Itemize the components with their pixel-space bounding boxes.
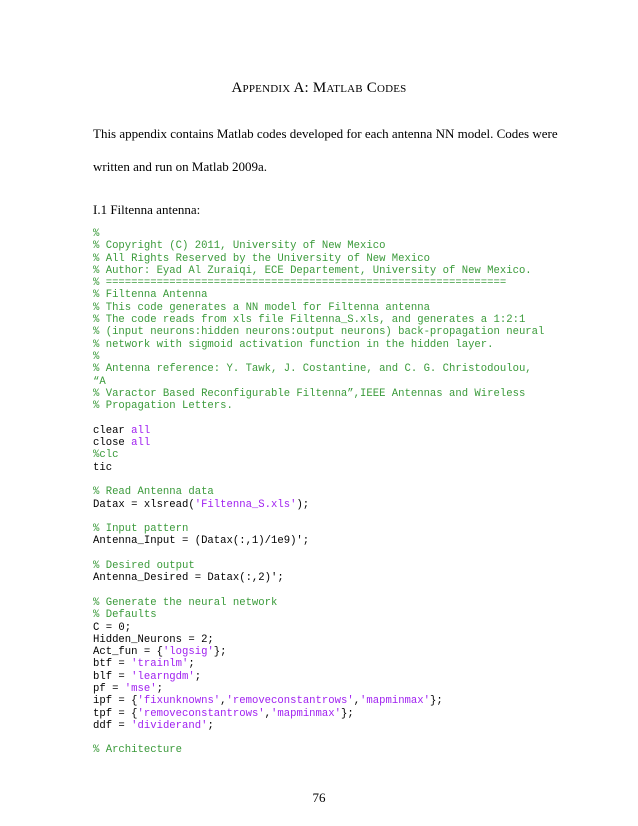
code-line (93, 376, 553, 388)
code-text: , (220, 695, 227, 708)
code-line (93, 695, 553, 707)
code-text: ; (156, 682, 163, 695)
code-text: ; (194, 670, 202, 683)
code-listing (93, 228, 553, 757)
code-string: 'learngdm' (131, 670, 195, 683)
code-comment: % All Rights Reserved by the University of New Mexico (93, 252, 430, 265)
code-line (93, 560, 553, 572)
code-line (93, 265, 553, 277)
code-string: 'mapminmax' (360, 695, 430, 708)
code-line (93, 253, 553, 265)
code-text: Act_fun = { (93, 646, 163, 659)
code-line (93, 548, 553, 560)
code-comment: % Input pattern (93, 523, 189, 536)
page-title: Appendix A: Matlab Codes (231, 80, 407, 96)
code-string: 'fixunknowns' (137, 695, 221, 708)
intro-paragraph-line-1: This appendix contains Matlab codes developed for each antenna NN model. Codes were (93, 126, 558, 141)
code-line (93, 486, 553, 498)
code-line (93, 609, 553, 621)
code-line (93, 683, 553, 695)
code-string: 'removeconstantrows' (226, 695, 354, 708)
code-string: 'mse' (124, 682, 157, 695)
code-text: Antenna_Input = (Datax(:,1)/1e9)'; (93, 535, 310, 548)
code-comment: % Author: Eyad Al Zuraiqi, ECE Departement, University of New Mexico. (93, 264, 532, 277)
code-text: }; (213, 646, 227, 659)
code-string: 'Filtenna_S.xls' (194, 498, 297, 511)
code-line (93, 449, 553, 461)
code-comment: % Filtenna Antenna (93, 289, 208, 302)
code-text: pf = (93, 682, 125, 695)
code-line (93, 363, 553, 375)
code-line (93, 240, 553, 252)
code-line (93, 597, 553, 609)
code-comment: % Antenna reference: Y. Tawk, J. Costantine, and C. G. Christodoulou, (93, 363, 532, 376)
code-line (93, 523, 553, 535)
code-comment: % Architecture (93, 744, 183, 757)
code-comment: % The code reads from xls file Filtenna_S.xls, and generates a 1:2:1 (93, 314, 526, 327)
code-comment: % Read Antenna data (93, 486, 214, 499)
code-text: ; (188, 658, 195, 671)
code-string: 'mapminmax' (271, 707, 341, 720)
code-line (93, 462, 553, 474)
code-line (93, 412, 553, 424)
code-text: ddf = (93, 719, 132, 732)
code-line (93, 314, 553, 326)
code-text: , (353, 695, 361, 708)
code-comment: % Defaults (93, 609, 157, 622)
code-line (93, 425, 553, 437)
code-comment: % Propagation Letters. (93, 400, 233, 413)
code-line (93, 400, 553, 412)
code-line (93, 646, 553, 658)
code-text: }; (429, 695, 443, 708)
code-string: 'logsig' (162, 646, 214, 659)
code-text: ; (207, 719, 214, 732)
code-line (93, 572, 553, 584)
intro-paragraph-line-2: written and run on Matlab 2009a. (93, 159, 268, 174)
code-comment: “A (93, 375, 106, 388)
code-string: 'dividerand' (131, 719, 208, 732)
code-line (93, 437, 553, 449)
code-comment: % =============================================================== (93, 277, 507, 290)
code-text: ipf = { (93, 695, 138, 708)
code-text: ); (296, 498, 310, 511)
code-text: , (264, 707, 272, 720)
code-line (93, 732, 553, 744)
code-line (93, 339, 553, 351)
code-string: all (131, 437, 151, 450)
code-text: tic (93, 461, 113, 474)
code-comment: % Copyright (C) 2011, University of New Mexico (93, 240, 386, 253)
code-line (93, 634, 553, 646)
code-line (93, 708, 553, 720)
code-line (93, 585, 553, 597)
code-comment: % (93, 350, 100, 363)
code-text: blf = (93, 670, 132, 683)
code-comment: % (input neurons:hidden neurons:output neurons) back-propagation neural (93, 326, 545, 339)
code-line (93, 326, 553, 338)
code-line (93, 302, 553, 314)
code-comment: % Generate the neural network (93, 596, 278, 609)
code-text: Hidden_Neurons = 2; (93, 633, 214, 646)
code-comment: % (93, 228, 100, 240)
code-line (93, 277, 553, 289)
code-text: Datax = xlsread( (93, 498, 195, 511)
code-text: close (93, 437, 132, 450)
code-line (93, 228, 553, 240)
code-line (93, 289, 553, 301)
code-line (93, 511, 553, 523)
code-string: 'trainlm' (131, 658, 189, 671)
code-text: tpf = { (93, 707, 138, 720)
code-string: all (131, 424, 151, 437)
code-text: C = 0; (93, 621, 132, 634)
code-line (93, 499, 553, 511)
code-line (93, 535, 553, 547)
page-number: 76 (312, 790, 326, 805)
code-line (93, 474, 553, 486)
code-line (93, 720, 553, 732)
code-text: Antenna_Desired = Datax(:,2)'; (93, 572, 284, 585)
code-line (93, 671, 553, 683)
code-comment: % network with sigmoid activation function in the hidden layer. (93, 338, 494, 351)
code-line (93, 622, 553, 634)
code-line (93, 744, 553, 756)
section-heading: I.1 Filtenna antenna: (93, 202, 201, 217)
code-line (93, 658, 553, 670)
code-line (93, 351, 553, 363)
code-text: }; (340, 707, 354, 720)
code-text: clear (93, 424, 132, 437)
code-line (93, 388, 553, 400)
code-string: 'removeconstantrows' (137, 707, 265, 720)
code-comment: %clc (93, 449, 119, 462)
code-text: btf = (93, 658, 132, 671)
code-comment: % This code generates a NN model for Filtenna antenna (93, 301, 430, 314)
code-comment: % Desired output (93, 560, 195, 573)
code-comment: % Varactor Based Reconfigurable Filtenna”,IEEE Antennas and Wireless (93, 387, 526, 400)
